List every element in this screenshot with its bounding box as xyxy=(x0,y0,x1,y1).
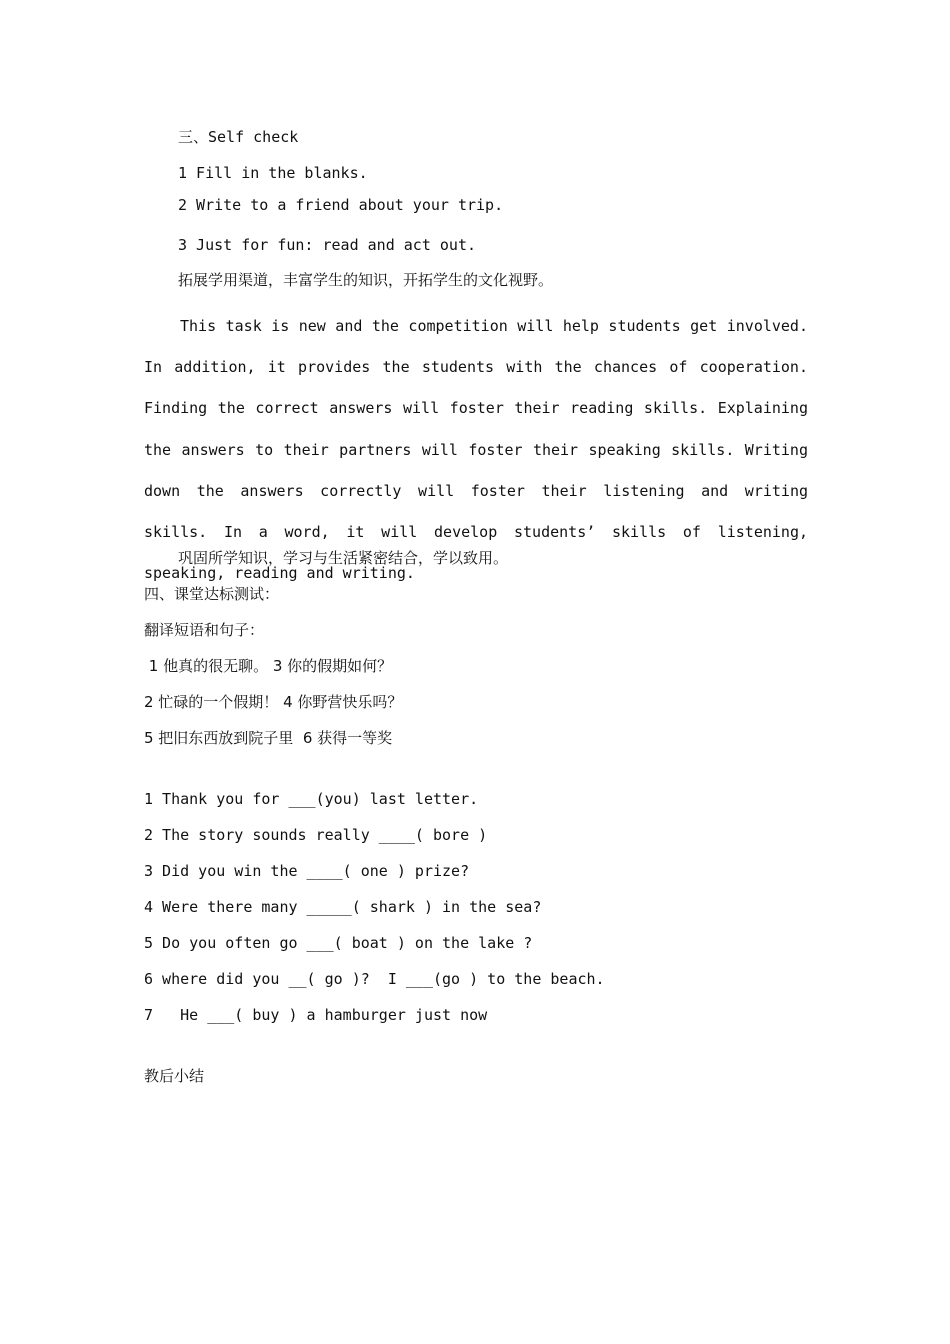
self-check-item-2: 2 Write to a friend about your trip. xyxy=(178,196,504,214)
exercise-1: 1 Thank you for ___(you) last letter. xyxy=(144,790,479,808)
translation-line-2: 2 忙碌的一个假期！ 4 你野营快乐吗？ xyxy=(144,693,403,711)
translation-heading: 翻译短语和句子： xyxy=(144,621,265,639)
task-paragraph: This task is new and the competition will help students get involved. In addition, it provides the students with the chances of cooperation. Finding the correct answers will foster their reading skills. Explaining the answers to their partners will foster their speaking skills. Writing down the answers correctly will foster their listening and writing skills. In a word, it will develop students’ skills of listening, speaking, reading and writing. xyxy=(144,317,808,583)
self-check-note: 拓展学用渠道，丰富学生的知识，开拓学生的文化视野。 xyxy=(178,271,554,289)
self-check-item-3: 3 Just for fun: read and act out. xyxy=(178,236,477,254)
translation-line-3: 5 把旧东西放到院子里 6 获得一等奖 xyxy=(144,729,393,747)
teaching-summary-heading: 教后小结 xyxy=(144,1067,205,1085)
translation-line-1: 1 他真的很无聊。 3 你的假期如何？ xyxy=(144,657,393,675)
test-heading: 四、课堂达标测试： xyxy=(144,585,280,603)
exercise-5: 5 Do you often go ___( boat ) on the lake ? xyxy=(144,934,533,952)
exercise-6: 6 where did you __( go )? I ___(go ) to the beach. xyxy=(144,970,605,988)
exercise-4: 4 Were there many _____( shark ) in the sea? xyxy=(144,898,542,916)
exercise-3: 3 Did you win the ____( one ) prize? xyxy=(144,862,470,880)
self-check-item-1: 1 Fill in the blanks. xyxy=(178,164,368,182)
exercise-2: 2 The story sounds really ____( bore ) xyxy=(144,826,488,844)
self-check-heading: 三、Self check xyxy=(178,128,299,146)
consolidate-note: 巩固所学知识，学习与生活紧密结合，学以致用。 xyxy=(178,549,509,567)
exercise-7: 7 He ___( buy ) a hamburger just now xyxy=(144,1006,488,1024)
